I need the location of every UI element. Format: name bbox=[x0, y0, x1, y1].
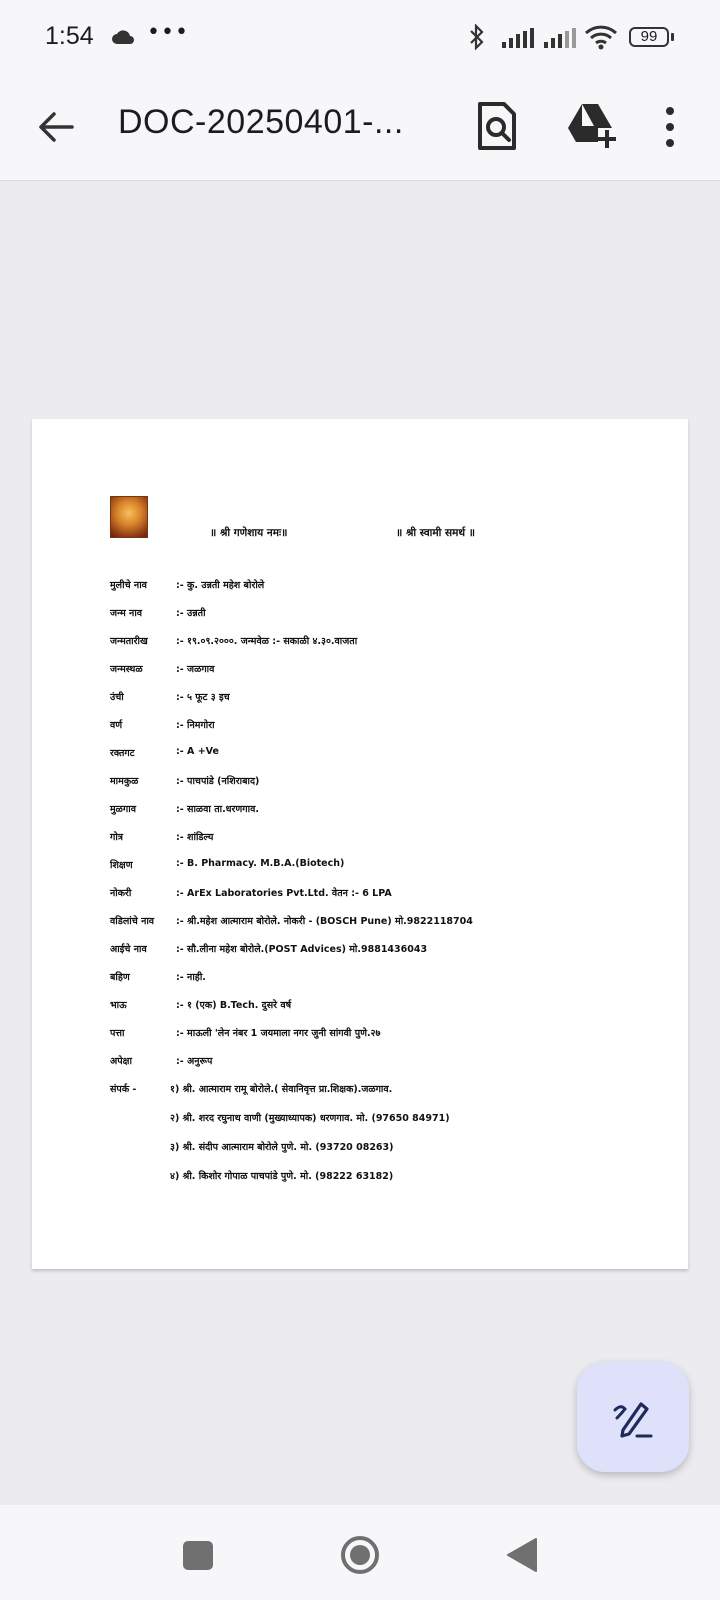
field-value: :- अनुरूप bbox=[176, 1056, 213, 1067]
signal-icon bbox=[502, 28, 534, 48]
heading-swami-samarth: ॥ श्री स्वामी समर्थ ॥ bbox=[396, 527, 476, 539]
field-label: वर्ण bbox=[110, 720, 123, 731]
ganesh-image bbox=[110, 496, 148, 538]
contact-item: ४) श्री. किशोर गोपाळ पाचपांडे पुणे. मो. (98222 63182) bbox=[170, 1171, 394, 1182]
field-label: आईचे नाव bbox=[110, 944, 147, 955]
field-value: :- माऊली 'लेन नंबर 1 जयमाला नगर जुनी सांगवी पुणे.२७ bbox=[176, 1028, 381, 1039]
field-value: :- जळगाव bbox=[176, 664, 215, 675]
bluetooth-icon bbox=[469, 24, 485, 50]
document-title: DOC-20250401-... bbox=[118, 103, 404, 141]
field-label: जन्मतारीख bbox=[110, 636, 148, 647]
field-label: मुळगाव bbox=[110, 804, 136, 815]
field-value: :- ५ फूट ३ इच bbox=[176, 692, 230, 703]
arrow-left-icon[interactable] bbox=[34, 104, 80, 150]
field-label: रक्तगट bbox=[110, 748, 135, 759]
field-value: :- उन्नती bbox=[176, 608, 206, 619]
field-label: बहिण bbox=[110, 972, 130, 983]
contact-item: ३) श्री. संदीप आत्माराम बोरोले पुणे. मो. (93720 08263) bbox=[170, 1142, 394, 1153]
field-value: :- पाचपांडे (नशिराबाद) bbox=[176, 776, 260, 787]
home-button-icon[interactable] bbox=[340, 1535, 380, 1575]
edit-fab-button[interactable] bbox=[577, 1362, 689, 1472]
field-value: :- निमगोरा bbox=[176, 720, 215, 731]
more-vert-icon[interactable] bbox=[660, 104, 680, 150]
contact-item: १) श्री. आत्माराम रामू बोरोले.( सेवानिवृत्त प्रा.शिक्षक).जळगाव. bbox=[170, 1084, 393, 1095]
recents-button[interactable] bbox=[183, 1541, 213, 1570]
heading-shri-ganeshay: ॥ श्री गणेशाय नमः॥ bbox=[210, 527, 288, 539]
field-value: :- १९.०९.२०००. जन्मवेळ :- सकाळी ४.३०.वाजता bbox=[176, 636, 358, 647]
field-label: शिक्षण bbox=[110, 860, 133, 871]
wifi-icon bbox=[584, 24, 618, 50]
back-triangle-icon[interactable] bbox=[506, 1537, 538, 1573]
field-label: जन्मस्थळ bbox=[110, 664, 143, 675]
top-app-bar bbox=[0, 78, 720, 181]
field-value: :- श्री.महेश आत्माराम बोरोले. नोकरी - (BOSCH Pune) मो.9822118704 bbox=[176, 916, 473, 927]
more-notifications-dots: ••• bbox=[147, 20, 189, 45]
field-value: :- ArEx Laboratories Pvt.Ltd. वेतन :- 6 LPA bbox=[176, 888, 392, 899]
battery-tip bbox=[671, 33, 674, 41]
edit-pen-icon bbox=[611, 1396, 655, 1440]
system-nav-bar bbox=[0, 1505, 720, 1600]
field-label: गोत्र bbox=[110, 832, 124, 843]
field-label: अपेक्षा bbox=[110, 1056, 132, 1067]
field-value: :- १ (एक) B.Tech. दुसरे वर्ष bbox=[176, 1000, 292, 1011]
status-bar bbox=[0, 0, 720, 78]
field-value: :- साळवा ता.धरणगाव. bbox=[176, 804, 259, 815]
search-document-icon[interactable] bbox=[474, 100, 520, 152]
field-value: :- सौ.लीना महेश बोरोले.(POST Advices) मो.9881436043 bbox=[176, 944, 428, 955]
field-value: :- शांडिल्य bbox=[176, 832, 214, 843]
battery-indicator: 99 bbox=[629, 27, 669, 47]
field-label: भाऊ bbox=[110, 1000, 127, 1011]
status-time: 1:54 bbox=[45, 22, 94, 50]
drive-add-icon[interactable] bbox=[566, 102, 618, 150]
field-value: :- नाही. bbox=[176, 972, 206, 983]
contact-item: २) श्री. शरद रघुनाथ वाणी (मुख्याध्यापक) धरणगाव. मो. (97650 84971) bbox=[170, 1113, 450, 1124]
contact-label: संपर्क - bbox=[110, 1084, 137, 1095]
field-label: मामकुळ bbox=[110, 776, 139, 787]
field-label: पत्ता bbox=[110, 1028, 125, 1039]
cloud-icon bbox=[111, 29, 135, 45]
field-label: मुलीचे नाव bbox=[110, 580, 147, 591]
signal-icon-secondary bbox=[544, 28, 576, 48]
field-label: जन्म नाव bbox=[110, 608, 143, 619]
document-page[interactable] bbox=[32, 419, 688, 1269]
field-value: :- A +Ve bbox=[176, 746, 219, 757]
field-value: :- B. Pharmacy. M.B.A.(Biotech) bbox=[176, 858, 345, 869]
field-label: नोकरी bbox=[110, 888, 132, 899]
field-label: वडिलांचे नाव bbox=[110, 916, 155, 927]
field-label: उंची bbox=[110, 692, 124, 703]
field-value: :- कु. उन्नती महेश बोरोले bbox=[176, 580, 265, 591]
